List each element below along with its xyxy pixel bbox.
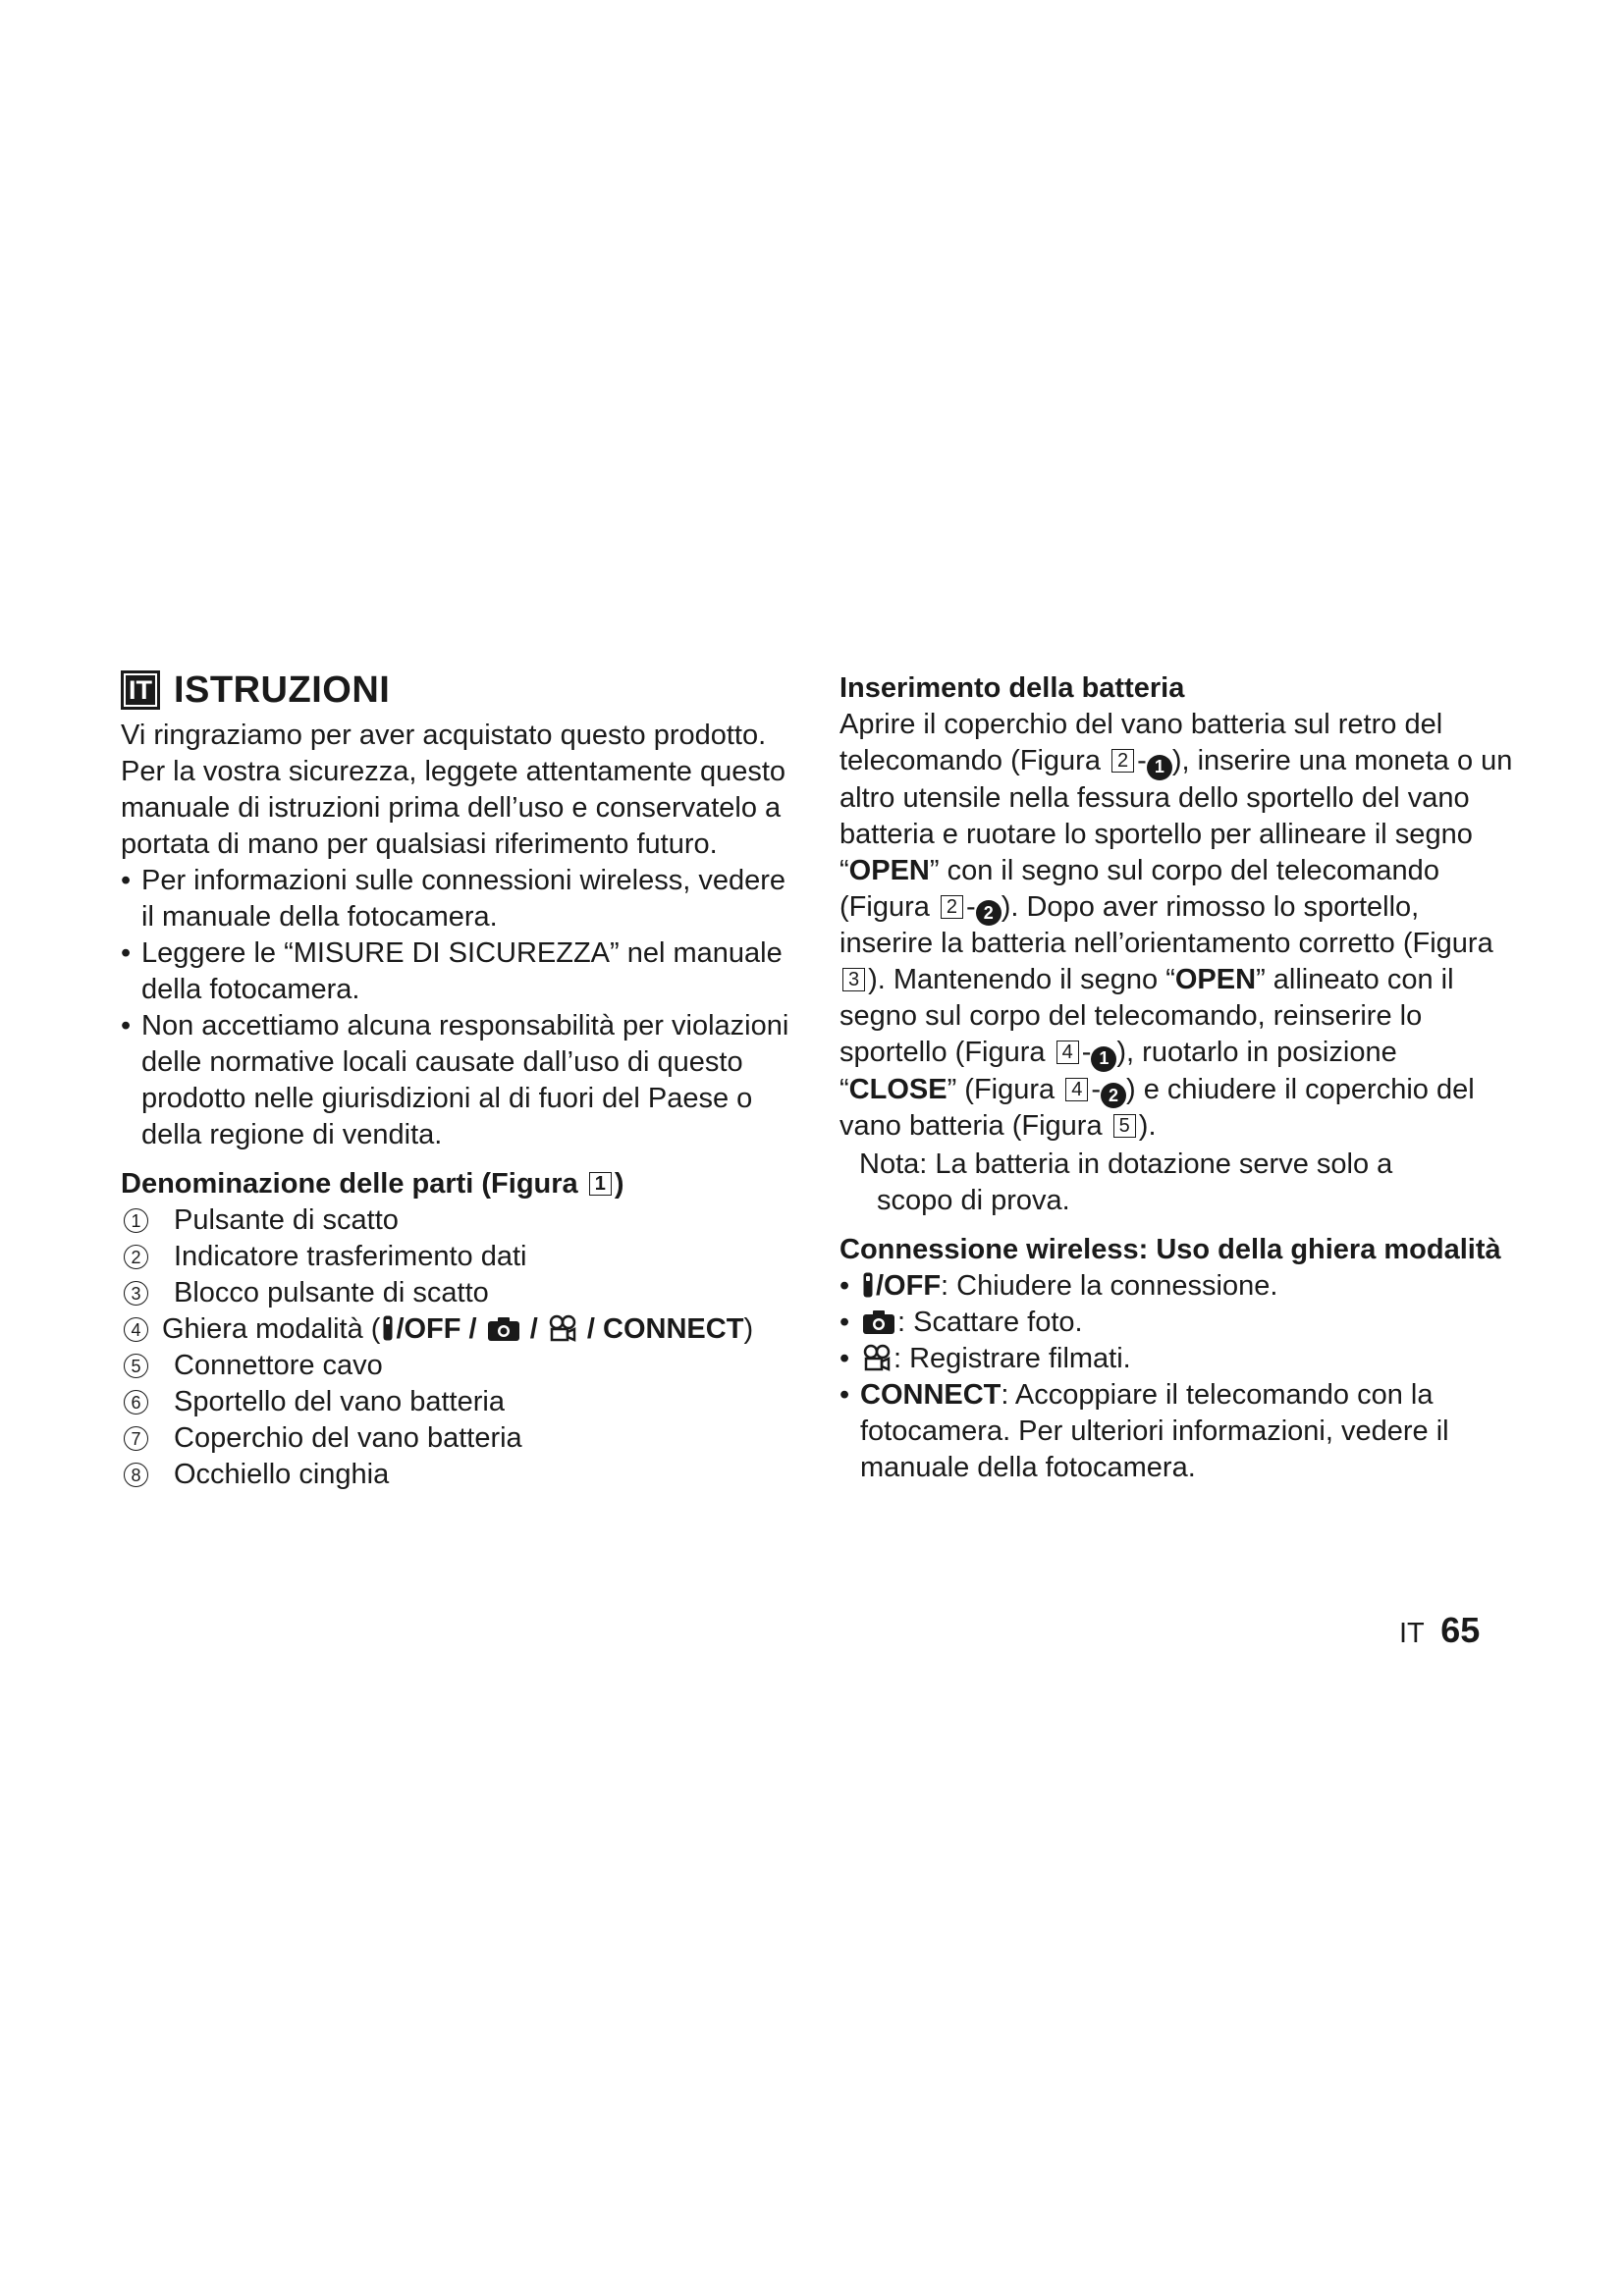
part-label: Ghiera modalità ( /OFF / / / CONNECT) xyxy=(162,1313,754,1345)
left-column xyxy=(121,670,798,1493)
camera-icon xyxy=(862,1309,895,1335)
figure-ref: 2 xyxy=(1111,749,1134,773)
part-number: 6 xyxy=(124,1390,148,1415)
step-marker: 1 xyxy=(1147,755,1172,780)
figure-ref: 4 xyxy=(1056,1041,1079,1064)
part-item xyxy=(121,1311,798,1348)
figure-ref: 3 xyxy=(842,968,865,991)
part-label: Indicatore trasferimento dati xyxy=(174,1241,527,1272)
part-label: Coperchio del vano batteria xyxy=(174,1422,522,1454)
wireless-item-movie: • : Registrare filmati. xyxy=(839,1341,1517,1377)
part-number: 8 xyxy=(124,1463,148,1487)
battery-heading: Inserimento della batteria xyxy=(839,672,1185,704)
right-column xyxy=(839,670,1517,1486)
part-number: 7 xyxy=(124,1426,148,1451)
part-label: Pulsante di scatto xyxy=(174,1204,399,1236)
movie-icon xyxy=(862,1344,892,1371)
remote-icon xyxy=(382,1314,394,1342)
parts-list xyxy=(121,1202,798,1493)
page-language: IT xyxy=(1399,1618,1425,1649)
battery-note-continued: scopo di prova. xyxy=(877,1185,1070,1216)
figure-ref: 1 xyxy=(589,1172,612,1196)
wireless-item-connect: • CONNECT: Accoppiare il telecomando con la fotocamera. Per ulteriori informazioni, vedere il manuale della fotocamera. xyxy=(839,1377,1517,1486)
part-number: 2 xyxy=(124,1245,148,1269)
wireless-heading: Connessione wireless: Uso della ghiera modalità xyxy=(839,1234,1501,1265)
page-number xyxy=(1399,1610,1480,1651)
part-item xyxy=(121,1384,798,1420)
part-item xyxy=(121,1202,798,1239)
page-number-value: 65 xyxy=(1440,1610,1481,1650)
camera-icon xyxy=(487,1316,520,1342)
part-label: Occhiello cinghia xyxy=(174,1459,390,1490)
part-number: 1 xyxy=(124,1208,148,1233)
part-item xyxy=(121,1275,798,1311)
remote-icon xyxy=(862,1271,874,1299)
intro-paragraph-2: Per la vostra sicurezza, leggete attentamente questo manuale di istruzioni prima dell’uso e conservatelo a portata di mano per qualsiasi riferimento futuro. xyxy=(121,756,786,860)
intro-bullets xyxy=(121,863,798,1153)
part-item xyxy=(121,1348,798,1384)
step-marker: 2 xyxy=(976,900,1001,926)
part-label: Connettore cavo xyxy=(174,1350,383,1381)
wireless-list xyxy=(839,1268,1517,1486)
language-badge: IT xyxy=(121,670,160,710)
intro-paragraph-1: Vi ringraziamo per aver acquistato questo prodotto. xyxy=(121,720,767,751)
figure-ref: 4 xyxy=(1065,1078,1088,1101)
part-item xyxy=(121,1239,798,1275)
parts-heading: Denominazione delle parti (Figura 1 ) xyxy=(121,1168,624,1200)
figure-ref: 2 xyxy=(941,895,963,919)
bullet-item: • Non accettiamo alcuna responsabilità per violazioni delle normative locali causate dall’uso di questo prodotto nelle giurisdizioni al di fuori del Paese o della regione di vendita. xyxy=(121,1008,798,1153)
bullet-item: • Leggere le “MISURE DI SICUREZZA” nel manuale della fotocamera. xyxy=(121,935,798,1008)
movie-icon xyxy=(548,1314,577,1342)
part-number: 4 xyxy=(124,1317,148,1342)
wireless-item-off: • /OFF: Chiudere la connessione. xyxy=(839,1268,1517,1305)
part-item xyxy=(121,1457,798,1493)
part-label: Blocco pulsante di scatto xyxy=(174,1277,489,1308)
part-item xyxy=(121,1420,798,1457)
section-title: ISTRUZIONI xyxy=(174,668,391,711)
battery-note: Nota: La batteria in dotazione serve solo a xyxy=(859,1148,1393,1180)
step-marker: 2 xyxy=(1101,1083,1126,1108)
step-marker: 1 xyxy=(1091,1046,1116,1072)
part-number: 5 xyxy=(124,1354,148,1378)
bullet-item: • Per informazioni sulle connessioni wireless, vedere il manuale della fotocamera. xyxy=(121,863,798,935)
section-header xyxy=(121,670,798,710)
wireless-item-photo: • : Scattare foto. xyxy=(839,1305,1517,1341)
part-number: 3 xyxy=(124,1281,148,1306)
battery-paragraph: Aprire il coperchio del vano batteria sul retro del telecomando (Figura 2 - 1 ), inserire una moneta o un altro utensile nella fessura dello sportello del vano batteria e ruotare lo sportello per allineare il segno “OPEN” con il segno sul corpo del telecomando (Figura 2 - 2 ). Dopo aver rimosso lo sportello, inserire la batteria nell’orientamento corretto (Figura 3 ). Mantenendo il segno “OPEN” allineato con il segno sul corpo del telecomando, reinserire lo sportello (Figura 4 - 1 ), ruotarlo in posizione “CLOSE” (Figura 4 - 2 ) e chiudere il coperchio del vano batteria (Figura 5 ). xyxy=(839,709,1513,1142)
figure-ref: 5 xyxy=(1113,1114,1136,1138)
part-label: Sportello del vano batteria xyxy=(174,1386,505,1417)
